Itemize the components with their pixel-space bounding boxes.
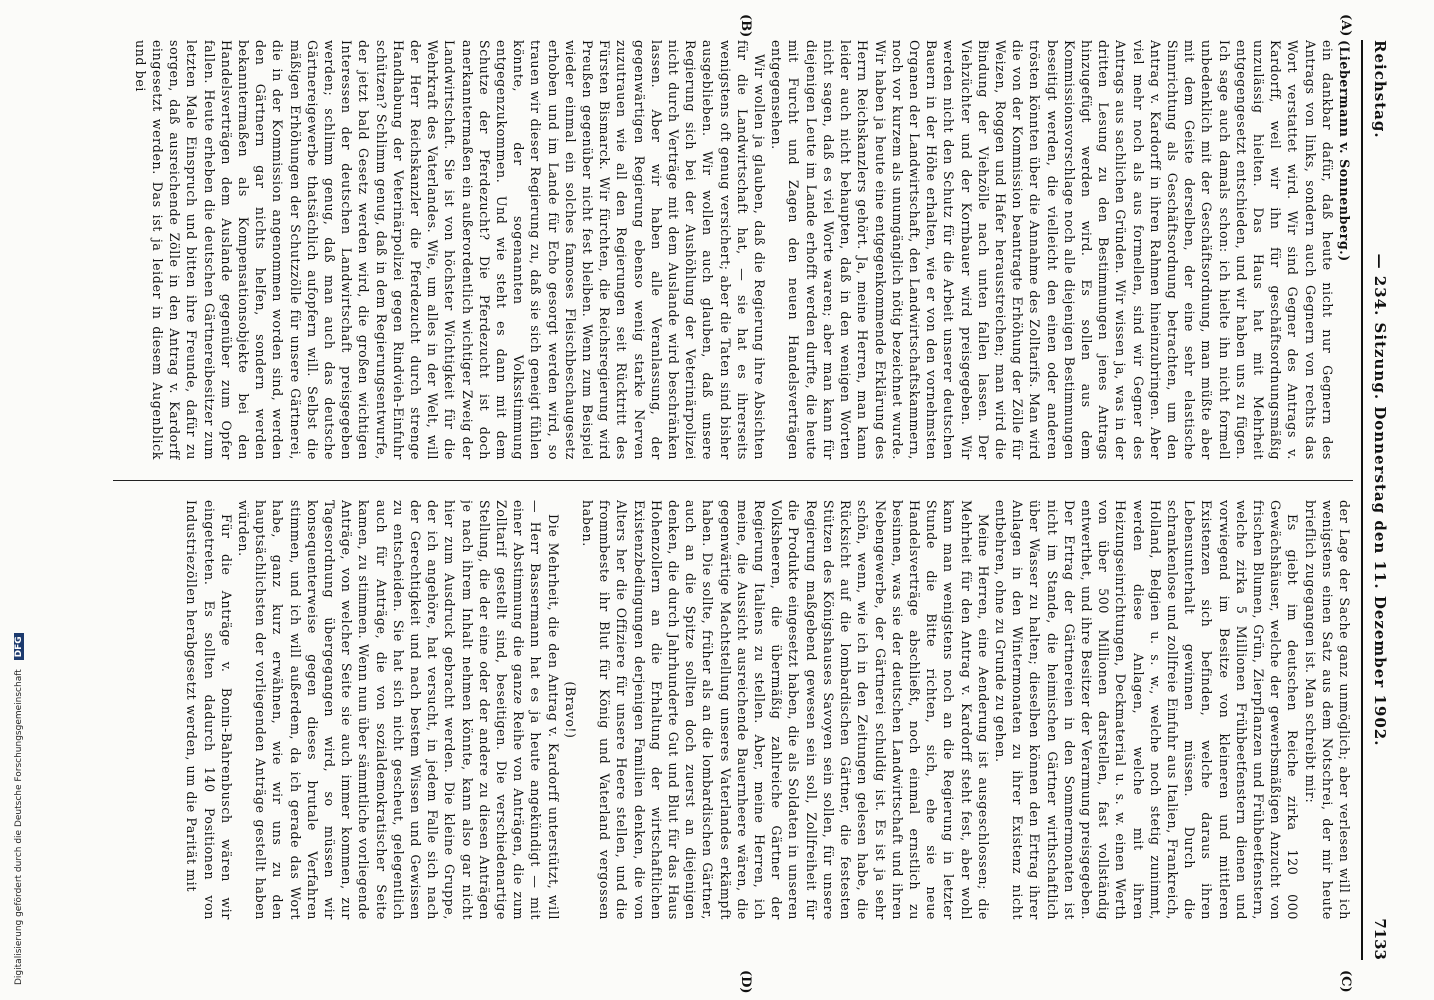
margin-marker-a: (A) (1338, 14, 1353, 37)
applause-note: (Bravo!) (562, 681, 578, 739)
quoted-letter: Es giebt im deutschen Reiche zirka 120 000 Gewächshäuser, welche der gewerbsmäßigen Anzucht von frischen Blumen, Grün, Zierpflanzen und Frühbeetfenstern, welche zirka 5 Millionen Frühbeetfenstern dienen und vorwiegend im Besitze von kleineren und mittleren Existenzen sich befinden, welche daraus ihren Lebensunterhalt gewinnen müssen. Durch die schrankenlose und zollfreie Einfuhr aus Italien, Frankreich, Holland, Belgien u. s. w., welche noch stetig zunimmt, werden diese Anlagen, welche mit ihren Heizungseinrichtungen, Deckmaterial u. s. w. einen Werth von über 500 Millionen darstellen, fast vollständig entwerthet, und ihre Besitzer der Verarmung preisgegeben. Der Ertrag der Gärtnereien in den Sommermonaten ist nicht im Stande, die heimischen Gärtner wirthschaftlich über Wasser zu halten; dieselben können den Ertrag ihrer Anlagen in den Wintermonaten zu ihrer Existenz nicht entbehren, ohne zu Grunde zu gehen. (992, 500, 1301, 920)
paragraph: Die Mehrheit, die den Antrag v. Kardorff unterstützt, will — Herr Bassermann hat es ja heute angekündigt — mit einer Abstimmung die ganze Reihe von Anträgen, die zum Zolltarif gestellt sind, beseitigen. Die verschiedenartige Stellung, die der eine oder der andere zu diesen Anträgen je nach ihrem Inhalt nehmen könnte, kann also gar nicht hier zum Ausdruck gebracht werden. Die kleine Gruppe, der ich angehöre, hat versucht, in jedem Falle sich nach der Gerechtigkeit und nach bestem Wissen und Gewissen zu entscheiden. Sie hat sich nicht gescheut, gelegentlich auch für Anträge, die von sozialdemokratischer Seite kamen, zu stimmen. Wenn nun über sämmtliche vorliegende Anträge, von welcher Seite sie auch immer kommen, zur Tagesordnung übergegangen wird, so müssen wir konsequenterweise gegen dieses brutale Verfahren stimmen, und ich will außerdem, da ich gerade das Wort habe, ganz kurz erwähnen, wie wir uns zu den hauptsächlichsten der vorliegenden Anträge gestellt haben würden. (236, 500, 561, 920)
rotated-document-page (73, 14, 1393, 994)
header-session: — 234. Sitzung. Donnerstag den 11. Dezember 1902. (1371, 253, 1389, 747)
page-number: 7133 (1371, 918, 1389, 960)
paragraph: Für die Anträge v. Bonin-Bahrenbusch wären wir eingetreten. Es sollten dadurch 140 Positionen von Industriezöllen herabgesetzt werden, um die Parität mit (184, 500, 234, 920)
speaker-name: (Liebermann v. Sonnenberg.) (1337, 40, 1352, 262)
paragraph: Meine Herren, eine Aenderung ist ausgeschlossen; die Mehrheit für den Antrag v. Kardorff steht fest, aber wohl kann man wenigstens noch an die Regierung in letzter Stunde die Bitte richten, sich, ehe sie neue Handelsverträge abschließt, noch einmal ernstlich zu besinnen, was sie der deutschen Landwirtschaft und ihren Nebengewerbe, der Gärtnerei schuldig ist. Es ist ja sehr schön, wenn, wie ich in den Zeitungen gelesen habe, die Rücksicht auf die lombardischen Gärtner, die festesten Stützen des Königshauses Savoyen sein sollen, für unsere Regierung maßgebend gewesen sein soll, Zollfreiheit für die Produkte eingesetzt haben, die als Soldaten in unseren Volksheeren, die übermäßig zahlreiche Gärtner der Regierung Italiens zu stellen. Aber, meine Herren, ich meine, die Aussicht ausreichende Bauernheere wären, die gegenwärtige Machtstellung unseres Vaterlandes erkämpft haben. Die sollte, früher als an die lombardischen Gärtner, auch an die Spitze sollten doch zuerst an diejenigen denken, die durch Jahrhunderte Gut und Blut für das Haus Hohenzollern an die Erhaltung der wirtschaftlichen Existenzbedingungen derjenigen Familien denken, die von Alters her die Offiziere für unsere Heere stellen, und die frommbeste ihr Blut für König und Vaterland vergossen haben. (580, 500, 991, 920)
column-divider (113, 480, 1353, 481)
dfg-logo: DFG (14, 633, 24, 660)
paragraph: Wir wollen ja glauben, daß die Regierung ihre Absichten für die Landwirtschaft hat, — sie hat es ihrerseits wenigstens oft genug versichert; aber die Taten sind bisher ausgeblieben. Wir wollen auch glauben, daß unsere Regierung sich bei der Aushöhlung der Veterinärpolizei nicht durch Verträge mit dem Auslande wird beschränken lassen. Aber wir haben alle Veranlassung, der gegenwärtigen Regierung ebenso wenig starke Nerven zuzutrauen wie all den Regierungen seit Rücktritt des Fürsten Bismarck. Wir fürchten, die Reichsregierung wird Preußen gegenüber nicht fest bleiben. Wenn zum Beispiel wieder einmal ein solches famoses Fleischbeschaugesetz erhoben und im Lande für Echo gesorgt werden wird, so trauen wir dieser Regierung zu, daß sie sich geneigt fühlen könnte, der sogenannten Volksstimmung entgegenzukommen. Und wie steht es dann mit dem Schutze der Pferdezucht? Die Pferdezucht ist doch anerkanntermaßen ein außerordentlich wichtiger Zweig der Landwirtschaft. Sie ist von höchster Wichtigkeit für die Wehrkraft des Vaterlandes. Wie, um alles in der Welt, will der Herr Reichskanzler die Pferdezucht durch strenge Handhabung der Veterinärpolizei gegen Rindvieh-Einfuhr schützen? Schlimm genug, daß in dem Regierungsentwurfe, der jetzt bald Gesetz werden wird, die großen wichtigen Interessen der deutschen Landwirtschaft preisgegeben werden; schlimm genug, daß man auch das deutsche Gärtnereigewerbe thatsächlich aufopfern will. Selbst die mäßigen Erhöhungen der Schutzzölle für unsere Gärtnerei, die in der Kommission angenommen worden sind, werden den Gärtnern gar nichts helfen, sondern werden bekanntermaßen als Kompensationsobjekte bei den Handelsverträgen dem Auslande gegenüber zum Opfer fallen. Heute erheben die deutschen Gärtnereibesitzer zum letzten Male Einspruch und bitten ihre Freunde, dafür zu sorgen, daß ausreichende Zölle in den Antrag v. Kardorff eingesetzt werden. Das ist ja leider in diesem Augenblick und bei (132, 40, 768, 460)
paragraph: der Lage der Sache ganz unmöglich; aber verlesen will ich wenigstens einen Satz aus dem Notschrei, der mir heute brieflich zugegangen ist. Man schreibt mir: (1302, 500, 1352, 920)
text-column-left (83, 40, 1353, 460)
margin-marker-b: (B) (738, 14, 753, 38)
credit-text: Digitalisierung gefördert durch die Deutsche Forschungsgemeinschaft (14, 669, 24, 985)
margin-marker-d: (D) (738, 970, 753, 994)
paragraph: ein dankbar dafür, daß heute nicht nur Gegnern des Antrags von links, sondern auch Gegnern von rechts das Wort verstattet wird. Wir sind Gegner des Antrags v. Kardorff, weil wir ihn für geschäftsordnungsmäßig unzulässig hielten. Das Haus hat mit Mehrheit entgegengesetzt entschieden, und wir haben uns zu fügen. Ich sage auch damals schon: ich hielte ihn nicht formell unbedenklich mit der Geschäftsordnung, man müßte aber mit dem Geiste derselben, der eine sehr elastische Sinnrichtung als Geschäftsordnung betrachten, um den Antrag v. Kardorff in ihren Rahmen hineinzubringen. Aber viel mehr noch als aus formellen, sind wir Gegner des Antrags aus sachlichen Gründen. Wir wissen ja, was in der dritten Lesung zu den Bestimmungen jenes Antrags hinzugefügt werden wird. Es sollen aus dem Kommissionsvorschlage noch alle diejenigen Bestimmungen beseitigt werden, die vielleicht den einen oder anderen trösten könnten über die Annahme des Zolltarifs. Man wird die von der Kommission beantragte Erhöhung der Zölle für Weizen, Roggen und Hafer herausstreichen; man wird die Bindung der Viehzölle nach unten fallen lassen. Der Viehzüchter und der Kornbauer wird preisgegeben. Wir werden nicht den Schutz für die Arbeit unserer deutschen Bauern in der Höhe erhalten, wie er von den vornehmsten Organen der Landwirtschaft, den Landwirtschaftskammern, noch vor kurzem als unumgänglich nötig bezeichnet wurde. Wir haben ja heute eine entgegenkommende Erklärung des Herrn Reichskanzlers gehört. Ja, meine Herren, man kann leider auch nicht behaupten, daß in den wenigen Worten nicht sagen, daß es viel Worte waren; aber man kann für diejenigen Leute im Lande erhofft werden durfte, die heute mit Furcht und Zagen den neuen Handelsverträgen entgegensehen. (769, 40, 1335, 460)
digitization-credit (14, 633, 24, 985)
page-header (1361, 40, 1393, 960)
header-title: Reichstag. (1371, 40, 1389, 139)
text-column-right (83, 500, 1353, 920)
margin-marker-c: (C) (1338, 970, 1353, 993)
